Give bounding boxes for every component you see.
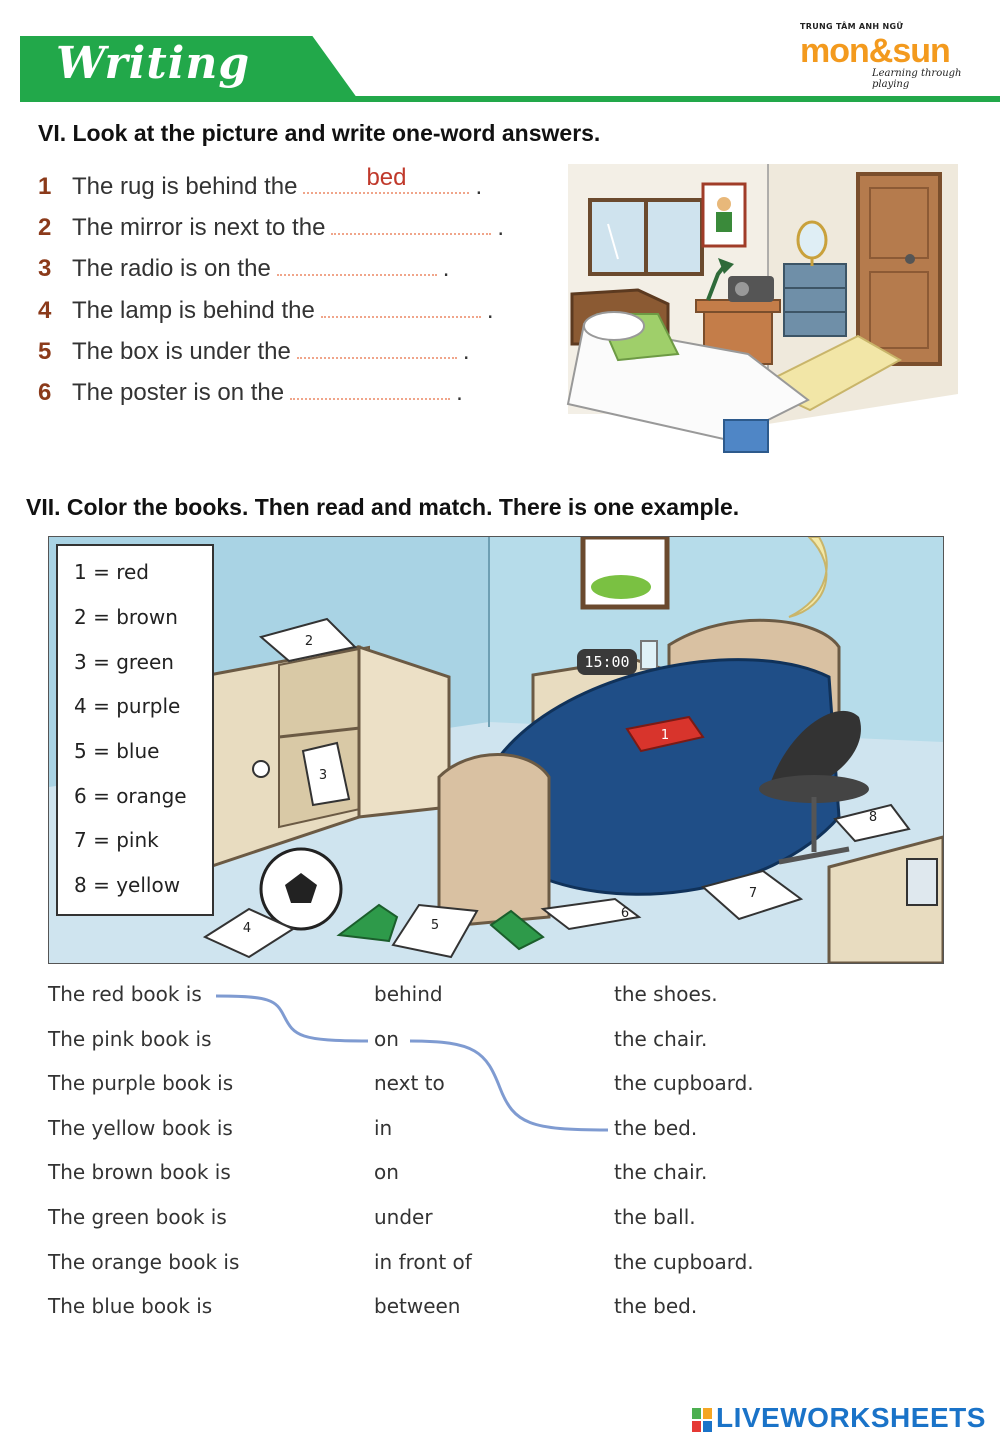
exercise-6-title: VI. Look at the picture and write one-word answers. [38, 120, 601, 146]
dresser-icon [784, 264, 846, 336]
color-key-item: 4 = purple [74, 694, 181, 718]
answer-blank[interactable] [331, 211, 491, 235]
question-text: The poster is on the [72, 379, 285, 406]
bedroom-picture-small [548, 164, 958, 466]
book-label: 6 [620, 906, 630, 921]
question-text: The lamp is behind the [72, 297, 315, 324]
color-key-item: 7 = pink [74, 828, 159, 852]
question-text: The box is under the [72, 338, 291, 365]
question-row [38, 211, 504, 243]
logo-main-text: mon&sun [800, 32, 950, 70]
match-subject[interactable]: The blue book is [48, 1294, 213, 1318]
question-period: . [456, 379, 463, 406]
question-text: The radio is on the [72, 255, 271, 282]
match-preposition[interactable]: next to [374, 1071, 445, 1095]
match-preposition[interactable]: in [374, 1116, 393, 1140]
match-subject[interactable]: The pink book is [48, 1027, 212, 1051]
book-label: 4 [242, 921, 252, 936]
match-preposition[interactable]: in front of [374, 1250, 472, 1274]
glass-icon [641, 641, 657, 669]
match-object[interactable]: the chair. [614, 1027, 708, 1051]
question-row [38, 252, 449, 284]
color-key-item: 5 = blue [74, 739, 160, 763]
mon-sun-logo [800, 22, 978, 90]
question-text: The rug is behind the [72, 173, 298, 200]
question-number: 6 [38, 379, 52, 406]
color-key-item: 6 = orange [74, 784, 187, 808]
bedroom-illustration [548, 164, 958, 466]
match-preposition[interactable]: between [374, 1294, 461, 1318]
preposition-column [374, 982, 574, 1332]
box-icon [724, 420, 768, 452]
book-label: 1 [660, 728, 670, 743]
match-subject[interactable]: The orange book is [48, 1250, 240, 1274]
book-label: 2 [304, 634, 314, 649]
book-label: 3 [318, 768, 328, 783]
answer-blank[interactable] [277, 252, 437, 276]
match-subject[interactable]: The purple book is [48, 1071, 234, 1095]
answer-blank[interactable] [290, 376, 450, 400]
book-label: 7 [748, 886, 758, 901]
mirror-icon [798, 222, 826, 258]
match-object[interactable]: the bed. [614, 1116, 698, 1140]
answer-text: bed [366, 164, 407, 191]
color-key-item: 2 = brown [74, 605, 178, 629]
color-key-item: 3 = green [74, 650, 174, 674]
color-key-item: 1 = red [74, 560, 149, 584]
question-number: 3 [38, 255, 52, 282]
question-row [38, 164, 483, 202]
liveworksheets-logo-icon [692, 1408, 712, 1432]
question-row [38, 335, 469, 367]
exercise-7-title: VII. Color the books. Then read and match. There is one example. [26, 494, 740, 520]
subject-column [48, 982, 348, 1332]
match-preposition[interactable]: on [374, 1027, 399, 1051]
question-number: 4 [38, 297, 52, 324]
match-object[interactable]: the cupboard. [614, 1250, 754, 1274]
match-object[interactable]: the ball. [614, 1205, 696, 1229]
match-subject[interactable]: The brown book is [48, 1160, 231, 1184]
match-subject[interactable]: The yellow book is [48, 1116, 233, 1140]
match-preposition[interactable]: on [374, 1160, 399, 1184]
match-subject[interactable]: The green book is [48, 1205, 227, 1229]
color-key [56, 544, 214, 916]
question-period: . [442, 255, 450, 282]
question-text: The mirror is next to the [72, 214, 326, 241]
question-period: . [462, 338, 470, 365]
match-object[interactable]: the shoes. [614, 982, 718, 1006]
question-period: . [497, 214, 505, 241]
question-number: 5 [38, 338, 52, 365]
page-title: Writing [56, 38, 251, 89]
answer-blank[interactable] [321, 294, 481, 318]
logo-tagline: Learning through playing [872, 68, 962, 90]
match-preposition[interactable]: under [374, 1205, 433, 1229]
match-object[interactable]: the cupboard. [614, 1071, 754, 1095]
clock-time: 15:00 [584, 653, 630, 671]
match-object[interactable]: the chair. [614, 1160, 708, 1184]
answer-blank[interactable] [297, 335, 457, 359]
question-row [38, 376, 463, 408]
match-preposition[interactable]: behind [374, 982, 443, 1006]
question-row [38, 294, 493, 326]
question-period: . [475, 173, 483, 200]
book-label: 5 [430, 918, 440, 933]
answer-blank[interactable] [303, 164, 469, 194]
question-number: 1 [38, 173, 52, 200]
color-key-item: 8 = yellow [74, 873, 181, 897]
liveworksheets-brand: LIVEWORKSHEETS [716, 1402, 986, 1433]
question-period: . [486, 297, 494, 324]
radio-icon [728, 276, 774, 302]
book-label: 8 [868, 810, 878, 825]
question-number: 2 [38, 214, 52, 241]
match-subject[interactable]: The red book is [48, 982, 202, 1006]
object-column [614, 982, 864, 1332]
logo-top-text: TRUNG TÂM ANH NGỮ [800, 22, 904, 31]
match-object[interactable]: the bed. [614, 1294, 698, 1318]
header-rule [20, 96, 1000, 102]
